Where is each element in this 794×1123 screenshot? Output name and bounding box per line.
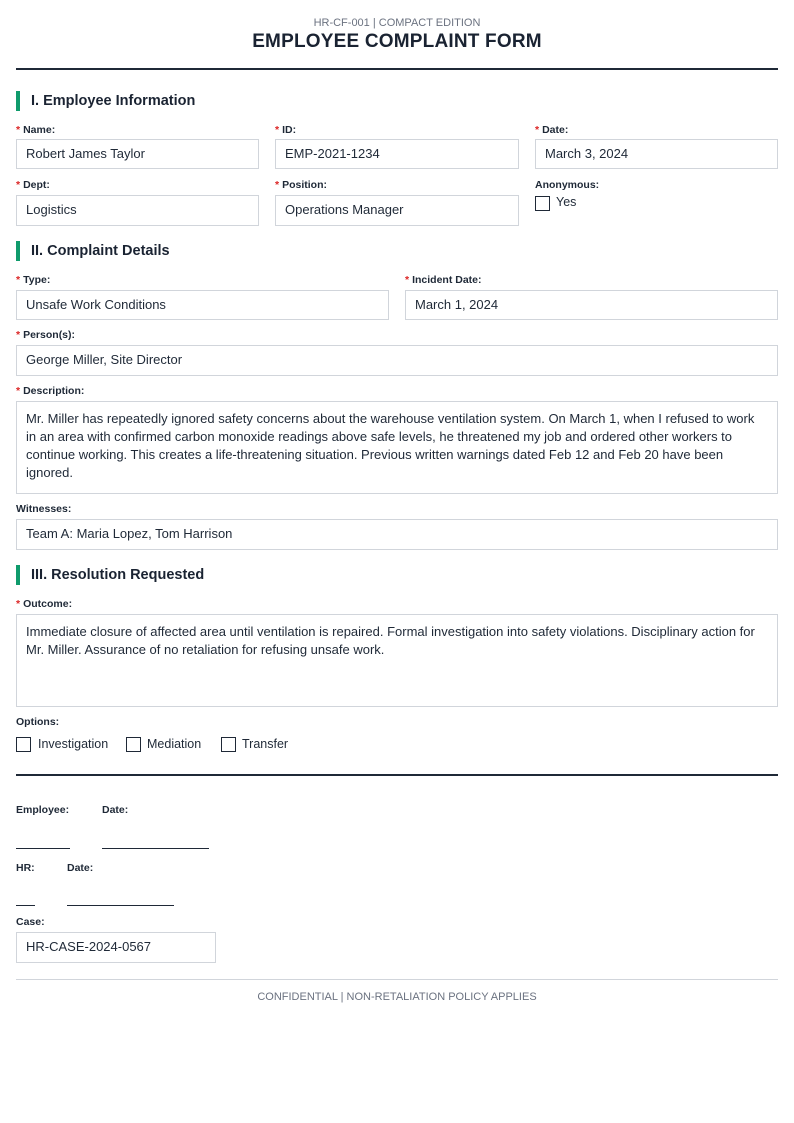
hr-date-line[interactable] [67, 905, 174, 906]
required-marker: * [16, 124, 21, 136]
investigation-option-label: Investigation [38, 737, 109, 751]
required-marker: * [535, 124, 540, 136]
employee-signature-line[interactable] [16, 848, 70, 849]
description-label: * Description: [16, 385, 85, 397]
witnesses-field[interactable]: Team A: Maria Lopez, Tom Harrison [16, 519, 778, 550]
transfer-checkbox[interactable] [221, 737, 236, 752]
date-label: * Date: [535, 124, 569, 136]
name-label: * Name: [16, 124, 56, 136]
witnesses-label: Witnesses: [16, 503, 72, 515]
position-label: * Position: [275, 179, 328, 191]
dept-label: * Dept: [16, 179, 50, 191]
date-field[interactable]: March 3, 2024 [535, 139, 778, 169]
hr-signature-label: HR: [16, 862, 35, 874]
id-label: * ID: [275, 124, 297, 136]
document-code: HR-CF-001 | COMPACT EDITION [313, 17, 481, 29]
incident-date-label: * Incident Date: [405, 274, 482, 286]
required-marker: * [405, 274, 410, 286]
required-marker: * [16, 329, 21, 341]
footer-notice: CONFIDENTIAL | NON-RETALIATION POLICY APPLIES [257, 991, 537, 1003]
investigation-checkbox[interactable] [16, 737, 31, 752]
mediation-checkbox[interactable] [126, 737, 141, 752]
description-textarea[interactable]: Mr. Miller has repeatedly ignored safety concerns about the warehouse ventilation system. On March 1, when I refused to work in an area with confirmed carbon monoxide readings above safe levels, he threatened my job and ordered other workers to continue working. This creates a life-threatening situation. Previous written warnings dated Feb 12 and Feb 20 have been ignored. [16, 401, 778, 494]
dept-field[interactable]: Logistics [16, 195, 259, 226]
mediation-option-label: Mediation [147, 737, 202, 751]
section-heading-resolution: III. Resolution Requested [16, 565, 204, 585]
section-heading-complaint-details: II. Complaint Details [16, 241, 170, 261]
anonymous-label: Anonymous: [535, 179, 600, 191]
persons-label: * Person(s): [16, 329, 76, 341]
case-number-field[interactable]: HR-CASE-2024-0567 [16, 932, 216, 963]
header-divider [16, 68, 778, 70]
outcome-label: * Outcome: [16, 598, 73, 610]
name-field[interactable]: Robert James Taylor [16, 139, 259, 169]
employee-id-field[interactable]: EMP-2021-1234 [275, 139, 519, 169]
hr-date-label: Date: [67, 862, 94, 874]
required-marker: * [16, 385, 21, 397]
required-marker: * [275, 124, 280, 136]
complaint-type-field[interactable]: Unsafe Work Conditions [16, 290, 389, 320]
section-heading-employee-info: I. Employee Information [16, 91, 195, 111]
required-marker: * [16, 179, 21, 191]
type-label: * Type: [16, 274, 51, 286]
signature-divider [16, 774, 778, 776]
incident-date-field[interactable]: March 1, 2024 [405, 290, 778, 320]
position-field[interactable]: Operations Manager [275, 195, 519, 226]
case-label: Case: [16, 916, 45, 928]
anonymous-yes-label: Yes [556, 195, 577, 209]
required-marker: * [275, 179, 280, 191]
footer-divider [16, 979, 778, 980]
employee-date-label: Date: [102, 804, 129, 816]
required-marker: * [16, 274, 21, 286]
hr-signature-line[interactable] [16, 905, 35, 906]
required-marker: * [16, 598, 21, 610]
employee-signature-label: Employee: [16, 804, 70, 816]
page-title: EMPLOYEE COMPLAINT FORM [252, 31, 542, 52]
persons-field[interactable]: George Miller, Site Director [16, 345, 778, 376]
anonymous-checkbox[interactable] [535, 196, 550, 211]
employee-date-line[interactable] [102, 848, 209, 849]
options-label: Options: [16, 716, 60, 728]
outcome-textarea[interactable]: Immediate closure of affected area until ventilation is repaired. Formal investigation into safety violations. Disciplinary action for Mr. Miller. Assurance of no retaliation for refusing unsafe work. [16, 614, 778, 707]
transfer-option-label: Transfer [242, 737, 289, 751]
